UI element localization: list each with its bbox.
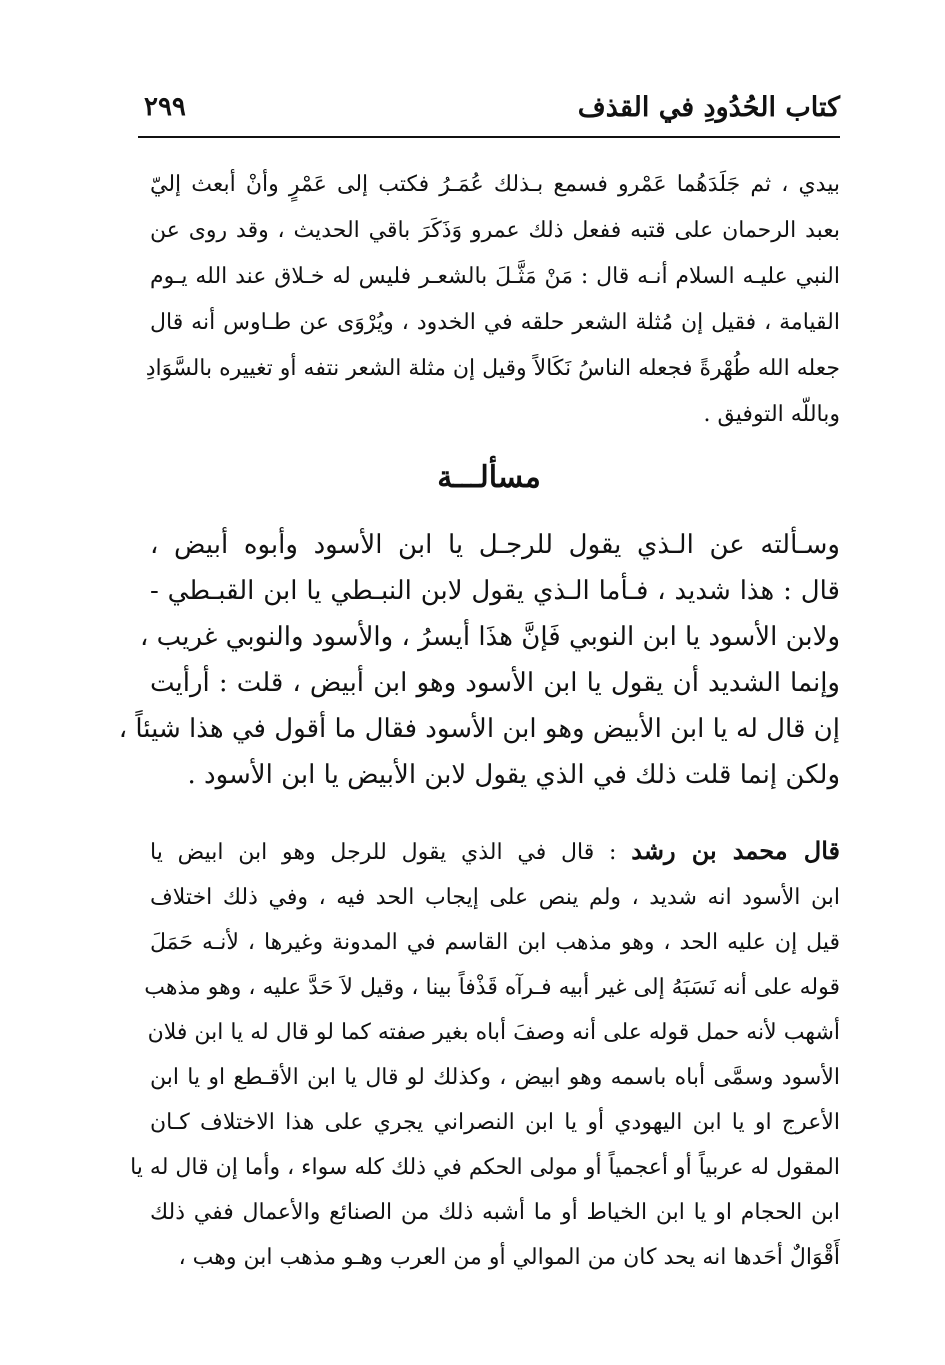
text-span: : قال في الذي يقول للرجل وهو ابن ابيض يا [150,840,632,865]
text-line: ولكن إنما قلت ذلك في الذي يقول لابن الأبيض يا ابن الأسود . [187,760,840,790]
text-line: النبي عليـه السلام أنـه قال : مَنْ مَثَّـلَ بالشعـر فليس له خـلاق عند الله يـوم [150,264,840,289]
page-number: ٢٩٩ [144,92,186,122]
text-line: الأعرج او يا ابن اليهودي أو يا ابن النصراني يجري على هذا الاختلاف كـان [150,1110,840,1135]
text-line [150,828,840,875]
text-line: قيل إن عليه الحد ، وهو مذهب ابن القاسم في المدونة وغيرها ، لأنـه حَمَلَ [150,930,840,955]
text-line: قال : هذا شديد ، فـأما الـذي يقول لابن النبـطي يا ابن القبـطي - [150,576,840,606]
text-line: ابن الحجام او يا ابن الخياط أو ما أشبه ذلك من الصنائع والأعمال ففي ذلك [150,1200,840,1225]
text-line: قوله على أنه نَسَبَهُ إلى غير أبيه فـرآه قَذْفاً بينا ، وقيل لاَ حَدَّ عليه ، وهو مذهب [144,975,840,1000]
text-line: المقول له عربياً أو أعجمياً أو مولى الحكم في ذلك كله سواء ، وأما إن قال له يا [130,1155,840,1180]
text-line: أَقْوَالٌ أحَدها انه يحد كان من الموالي أو من العرب وهـو مذهب ابن وهب ، [178,1245,840,1270]
text-line: الأسود وسمَّى أباه باسمه وهو ابيض ، وكذلك لو قال يا ابن الأقـطع او يا ابن [150,1065,840,1090]
text-line: ولابن الأسود يا ابن النوبي فَإنَّ هذَا أيسرُ ، والأسود والنوبي غريب ، [140,622,840,652]
section-heading: مسألـــة [437,460,541,495]
text-line: وسـألته عن الـذي يقول للرجـل يا ابن الأسود وأبوه أبيض ، [150,530,840,560]
text-line: وباللّه التوفيق . [703,402,840,427]
paragraph-question [118,522,840,798]
page-header [138,92,840,134]
header-rule [138,136,840,138]
text-line: ابن الأسود انه شديد ، ولم ينص على إيجاب الحد فيه ، وفي ذلك اختلاف [150,885,840,910]
text-line: أشهب لأنه حمل قوله على أنه وصفَ أباه بغير صفته كما لو قال له يا ابن فلان [147,1020,840,1045]
text-line: جعله الله طُهْرةً فجعله الناسُ نَكَالاً وقيل إن مثلة الشعر نتفه أو تغييره بالسَّوَادِ [145,356,840,381]
text-line: إن قال له يا ابن الأبيض وهو ابن الأسود فقال ما أقول في هذا شيئاً ، [118,714,840,744]
paragraph-hadith [145,162,841,438]
paragraph-commentary [130,828,840,1280]
speaker-name: قال محمد بن رشد [631,836,840,865]
text-line: بعبد الرحمان على قتبه ففعل ذلك عمرو وَذَكَرَ باقي الحديث ، وقد روى عن [150,218,840,243]
running-title: كتاب الحُدُودِ في القذف [577,92,840,123]
text-line: بيدي ، ثم جَلَدَهُما عَمْرو فسمع بـذلك عُمَـرُ فكتب إلى عَمْرٍ وأنْ أبعث إليّ [150,172,840,197]
text-line: القيامة ، فقيل إن مُثلة الشعر حلقه في الخدود ، ويُرْوَى عن طـاوس أنه قال [150,310,841,335]
text-line: وإنما الشديد أن يقول يا ابن الأسود وهو ابن أبيض ، قلت : أرأيت [150,668,840,698]
